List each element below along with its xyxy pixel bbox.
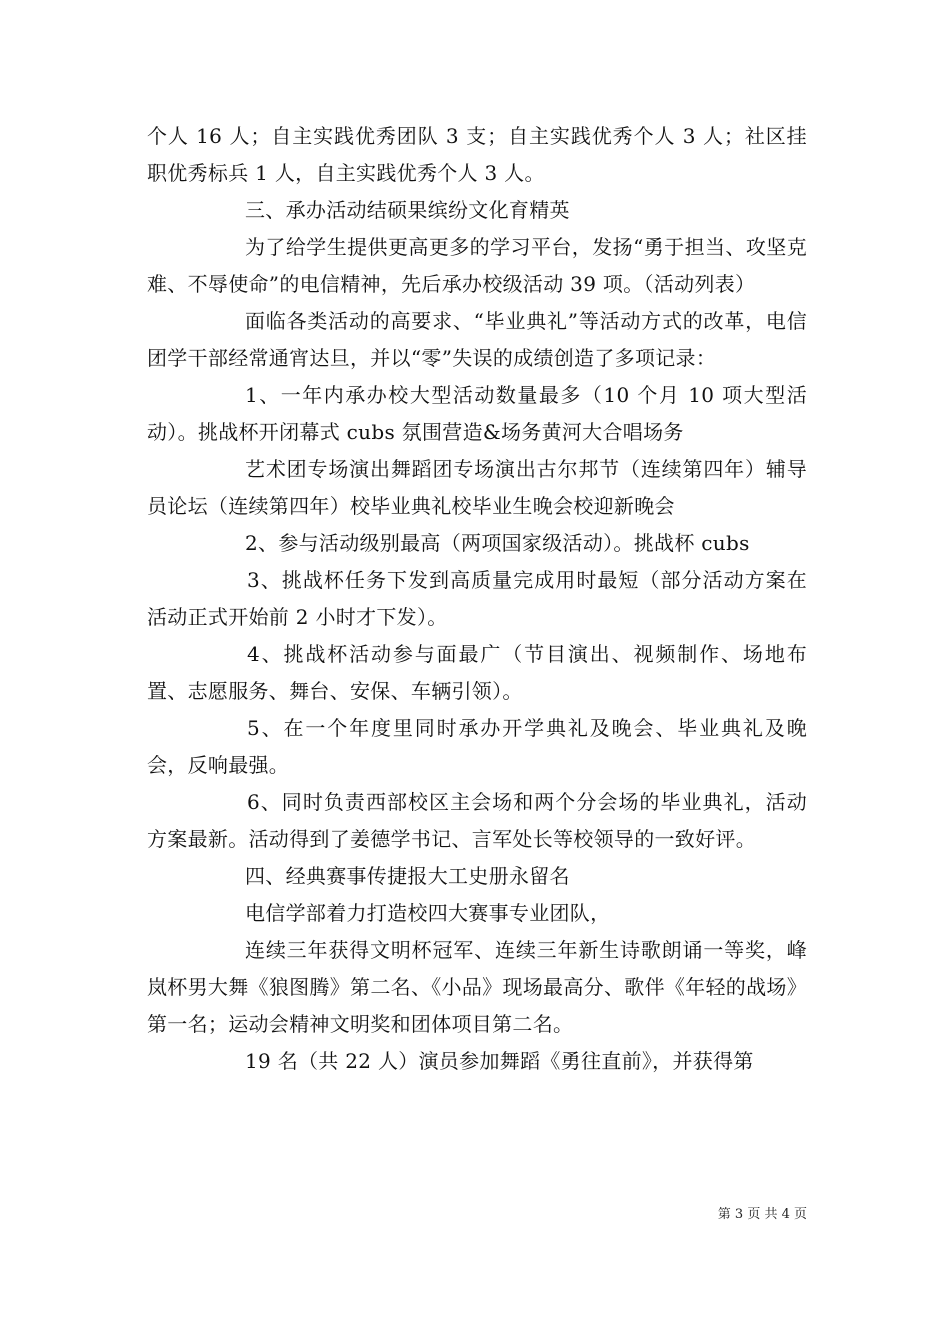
paragraph-competition-awards: 连续三年获得文明杯冠军、连续三年新生诗歌朗诵一等奖，峰岚杯男大舞《狼图腾》第二名、《小品》现场最高分、歌伴《年轻的战场》第一名；运动会精神文明奖和团体项目第二名。 [147,938,807,1036]
page-number-footer: 第 3 页 共 4 页 [717,1207,807,1222]
paragraph-records-intro: 面临各类活动的高要求、“毕业典礼”等活动方式的改革，电信团学干部经常通宵达旦，并以“零”失误的成绩创造了多项记录： [147,309,807,370]
list-item-record-2: 2、参与活动级别最高（两项国家级活动）。挑战杯 cubs [245,531,750,555]
paragraph-dance-performance: 19 名（共 22 人）演员参加舞蹈《勇往直前》，并获得第 [245,1049,754,1073]
document-body [147,118,807,1080]
paragraph-activities-intro: 为了给学生提供更高更多的学习平台，发扬“勇于担当、攻坚克难、不辱使命”的电信精神，先后承办校级活动 39 项。（活动列表） [147,235,807,296]
list-item-record-5: 5、在一个年度里同时承办开学典礼及晚会、毕业典礼及晚会，反响最强。 [147,716,807,777]
paragraph-performances: 艺术团专场演出舞蹈团专场演出古尔邦节（连续第四年）辅导员论坛（连续第四年）校毕业典礼校毕业生晚会校迎新晚会 [147,457,807,518]
list-item-record-1: 1、一年内承办校大型活动数量最多（10 个月 10 项大型活动）。挑战杯开闭幕式 cubs 氛围营造&场务黄河大合唱场务 [147,383,807,444]
section-heading-4: 四、经典赛事传捷报大工史册永留名 [245,864,570,888]
list-item-record-6: 6、同时负责西部校区主会场和两个分会场的毕业典礼，活动方案最新。活动得到了姜德学书记、言军处长等校领导的一致好评。 [147,790,807,851]
list-item-record-4: 4、挑战杯活动参与面最广（节目演出、视频制作、场地布置、志愿服务、舞台、安保、车辆引领）。 [147,642,807,703]
paragraph-awards-summary: 个人 16 人；自主实践优秀团队 3 支；自主实践优秀个人 3 人；社区挂职优秀标兵 1 人，自主实践优秀个人 3 人。 [147,124,807,185]
list-item-record-3: 3、挑战杯任务下发到高质量完成用时最短（部分活动方案在活动正式开始前 2 小时才下发）。 [147,568,807,629]
section-heading-3: 三、承办活动结硕果缤纷文化育精英 [245,198,570,222]
paragraph-competition-team: 电信学部着力打造校四大赛事专业团队， [245,901,611,925]
